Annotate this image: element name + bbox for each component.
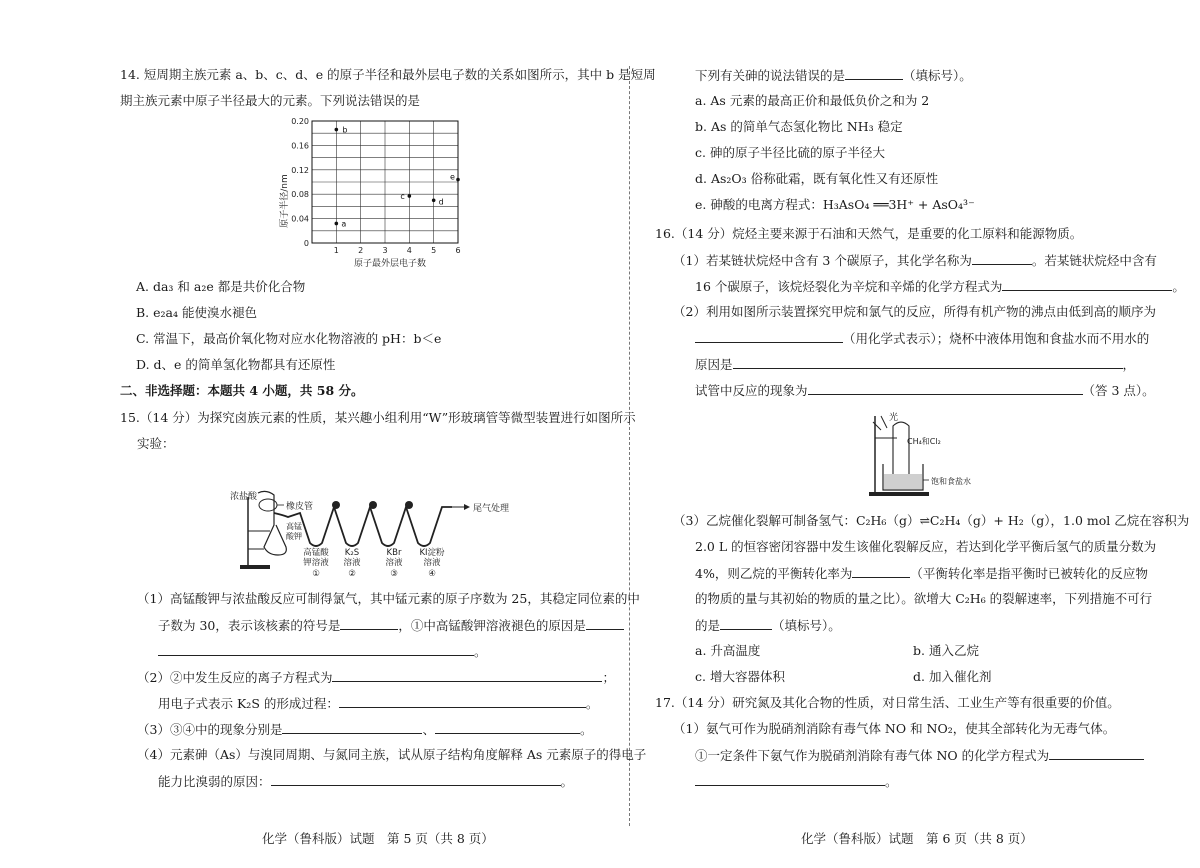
q16-part3-line5: 的是 （填标号）。	[695, 618, 841, 633]
label-tube3-l2: 溶液	[385, 558, 403, 568]
label-kmno4-2: 酸钾	[286, 532, 302, 541]
q15-part3: （3）③④中的现象分别是 、 。	[137, 722, 593, 737]
as-option-e: e. 砷酸的电离方程式：H₃AsO₄ ══3H⁺ + AsO₄³⁻	[695, 197, 975, 212]
label-tube1-l1: 高锰酸	[303, 548, 329, 558]
section-2-heading: 二、非选择题：本题共 4 小题，共 58 分。	[120, 383, 364, 398]
answer-blank	[435, 720, 580, 734]
radius-chart	[270, 113, 470, 273]
right-page	[635, 0, 1200, 868]
q17-stem: 17.（14 分）研究氮及其化合物的性质，对日常生活、工业生产等有很重要的价值。	[655, 695, 1120, 710]
q17-part1-i-line2: 。	[695, 772, 898, 791]
label-tube2-l1: K₂S	[344, 548, 360, 558]
label-kmno4: 高锰	[286, 522, 302, 531]
label-tube2-l2: 溶液	[343, 558, 361, 568]
point-c	[408, 194, 412, 198]
answer-blank	[845, 66, 903, 80]
right-footer: 化学（鲁科版）试题 第 6 页（共 8 页）	[801, 831, 1033, 846]
q15-stem-line1: 15.（14 分）为探究卤族元素的性质，某兴趣小组利用“W”形玻璃管等微型装置进行如图所示	[120, 410, 636, 425]
q17-part1-i: ①一定条件下氨气作为脱硝剂消除有毒气体 NO 的化学方程式为	[695, 746, 1144, 765]
answer-blank	[339, 694, 586, 708]
x-tick-label: 5	[431, 246, 437, 255]
point-label-e: e	[450, 172, 455, 182]
label-tail-gas: 尾气处理	[473, 504, 510, 514]
q17-part1: （1）氨气可作为脱硝剂消除有毒气体 NO 和 NO₂，使其全部转化为无毒气体。	[673, 721, 1116, 736]
label-rubber-tube: 橡皮管	[286, 502, 314, 512]
q16-part3-line4: 的物质的量与其初始的物质的量之比）。欲增大 C₂H₆ 的裂解速率，下列措施不可行	[695, 591, 1153, 606]
answer-blank	[1049, 746, 1144, 760]
as-option-b: b. As 的简单气态氢化物比 NH₃ 稳定	[695, 119, 903, 134]
point-b	[335, 128, 339, 132]
point-label-d: d	[438, 197, 444, 207]
y-tick-label: 0.08	[291, 190, 309, 200]
q14-stem-line2: 期主族元素中原子半径最大的元素。下列说法错误的是	[120, 93, 421, 108]
x-tick-label: 4	[406, 246, 412, 255]
answer-blank	[282, 720, 422, 734]
methane-chlorination-figure	[867, 408, 997, 500]
q16-part3-line2: 2.0 L 的恒容密闭容器中发生该催化裂解反应，若达到化学平衡后氢气的质量分数为	[695, 539, 1157, 554]
answer-blank	[972, 251, 1032, 265]
q14-option-a: A. da₃ 和 a₂e 都是共价化合物	[136, 279, 306, 294]
point-d	[432, 199, 436, 203]
answer-blank	[1002, 277, 1172, 291]
answer-blank	[720, 616, 772, 630]
y-tick-label: 0.04	[291, 214, 309, 224]
q14-option-c: C. 常温下，最高价氧化物对应水化物溶液的 pH：b＜e	[136, 331, 442, 346]
q15-cont-stem: 下列有关砷的说法错误的是 （填标号）。	[695, 68, 972, 83]
q15-part1-line2: 子数为 30，表示该核素的符号是 ，①中高锰酸钾溶液褪色的原因是	[158, 616, 624, 635]
x-tick-label: 6	[455, 246, 461, 255]
answer-blank	[158, 642, 474, 656]
label-tube1-l2: 钾溶液	[303, 558, 329, 568]
x-tick-label: 3	[382, 246, 388, 255]
q16-part2-line4: 试管中反应的现象为 （答 3 点）。	[695, 383, 1155, 398]
q15-part4-line2: 能力比溴弱的原因： 。	[158, 774, 574, 789]
answer-blank	[733, 355, 1123, 369]
q16-opt-b: b. 通入乙烷	[913, 643, 979, 658]
label-conc-hcl: 浓盐酸	[230, 492, 258, 502]
answer-blank	[852, 564, 910, 578]
q14-option-b: B. e₂a₄ 能使溴水褪色	[136, 305, 257, 320]
as-option-d: d. As₂O₃ 俗称砒霜，既有氧化性又有还原性	[695, 171, 939, 186]
label-tube3-l1: KBr	[386, 548, 402, 558]
q16-part2-line2: （用化学式表示）；烧杯中液体用饱和食盐水而不用水的	[695, 329, 1149, 348]
point-label-b: b	[342, 125, 348, 135]
q15-part1-line1: （1）高锰酸钾与浓盐酸反应可制得氯气，其中锰元素的原子序数为 25，其稳定同位素的中	[137, 591, 640, 606]
chart-xlabel: 原子最外层电子数	[353, 259, 427, 269]
label-tube3-n: ③	[390, 569, 398, 579]
answer-blank	[695, 772, 885, 786]
answer-blank	[271, 772, 561, 786]
label-tube2-n: ②	[348, 569, 356, 579]
label-tube4-l1: KI淀粉	[419, 548, 445, 558]
x-tick-label: 1	[333, 246, 339, 255]
label-brine: 饱和食盐水	[931, 477, 971, 486]
label-tube4-l2: 溶液	[423, 558, 441, 568]
chart-ylabel: 原子半径/nm	[280, 174, 290, 228]
chart-grid	[312, 121, 458, 243]
q16-part1-line1: （1）若某链状烷烃中含有 3 个碳原子，其化学名称为 。若某链状烷烃中含有	[673, 253, 1157, 268]
q14-stem-line1: 14. 短周期主族元素 a、b、c、d、e 的原子半径和最外层电子数的关系如图所示，其中 b 是短周	[120, 67, 656, 82]
q15-part2-line2: 用电子式表示 K₂S 的形成过程： 。	[158, 696, 599, 711]
answer-blank	[695, 329, 843, 343]
point-label-c: c	[400, 192, 405, 202]
q16-opt-d: d. 加入催化剂	[913, 669, 992, 684]
q15-part2-line1: （2）②中发生反应的离子方程式为 ；	[137, 670, 615, 685]
q16-opt-c: c. 增大容器体积	[695, 669, 785, 684]
x-tick-label: 2	[358, 246, 364, 255]
answer-blank	[808, 381, 1083, 395]
left-footer: 化学（鲁科版）试题 第 5 页（共 8 页）	[262, 831, 494, 846]
answer-blank	[332, 668, 602, 682]
q16-part1-line2: 16 个碳原子，该烷烃裂化为辛烷和辛烯的化学方程式为 。	[695, 279, 1185, 294]
y-tick-label: 0.20	[291, 117, 309, 126]
q15-part1-line3: 。	[158, 642, 487, 661]
q15-stem-line2: 实验：	[137, 436, 175, 451]
q16-part2-line1: （2）利用如图所示装置探究甲烷和氯气的反应，所得有机产物的沸点由低到高的顺序为	[673, 304, 1156, 319]
as-option-a: a. As 元素的最高正价和最低负价之和为 2	[695, 93, 930, 108]
q16-stem: 16.（14 分）烷烃主要来源于石油和天然气，是重要的化工原料和能源物质。	[655, 226, 1083, 241]
answer-blank	[586, 616, 624, 630]
q16-part3-line1: （3）乙烷催化裂解可制备氢气：C₂H₆（g）⇌C₂H₄（g）+ H₂（g），1.0 mol 乙烷在容积为	[673, 513, 1190, 528]
point-e	[456, 178, 460, 182]
label-tube1-n: ①	[312, 569, 320, 579]
label-light: 光	[889, 413, 899, 423]
q16-part3-line3: 4%，则乙烷的平衡转化率为 （平衡转化率是指平衡时已被转化的反应物	[695, 566, 1148, 581]
page-divider	[629, 66, 630, 826]
y-tick-label: 0.16	[291, 141, 309, 151]
answer-blank	[340, 616, 398, 630]
q16-part2-line3: 原因是 ，	[695, 357, 1136, 372]
q14-option-d: D. d、e 的简单氢化物都具有还原性	[136, 357, 336, 372]
point-a	[335, 222, 339, 226]
as-option-c: c. 砷的原子半径比硫的原子半径大	[695, 145, 885, 160]
label-ch4-cl2: CH₄和Cl₂	[907, 437, 941, 446]
label-tube4-n: ④	[428, 569, 436, 579]
q16-opt-a: a. 升高温度	[695, 643, 761, 658]
y-tick-label: 0.12	[291, 165, 309, 175]
q15-part4-line1: （4）元素砷（As）与溴同周期、与氮同主族，试从原子结构角度解释 As 元素原子的得电子	[137, 747, 647, 762]
point-label-a: a	[341, 219, 347, 229]
y-tick-label: 0	[303, 239, 309, 248]
w-tube-apparatus	[228, 487, 528, 579]
